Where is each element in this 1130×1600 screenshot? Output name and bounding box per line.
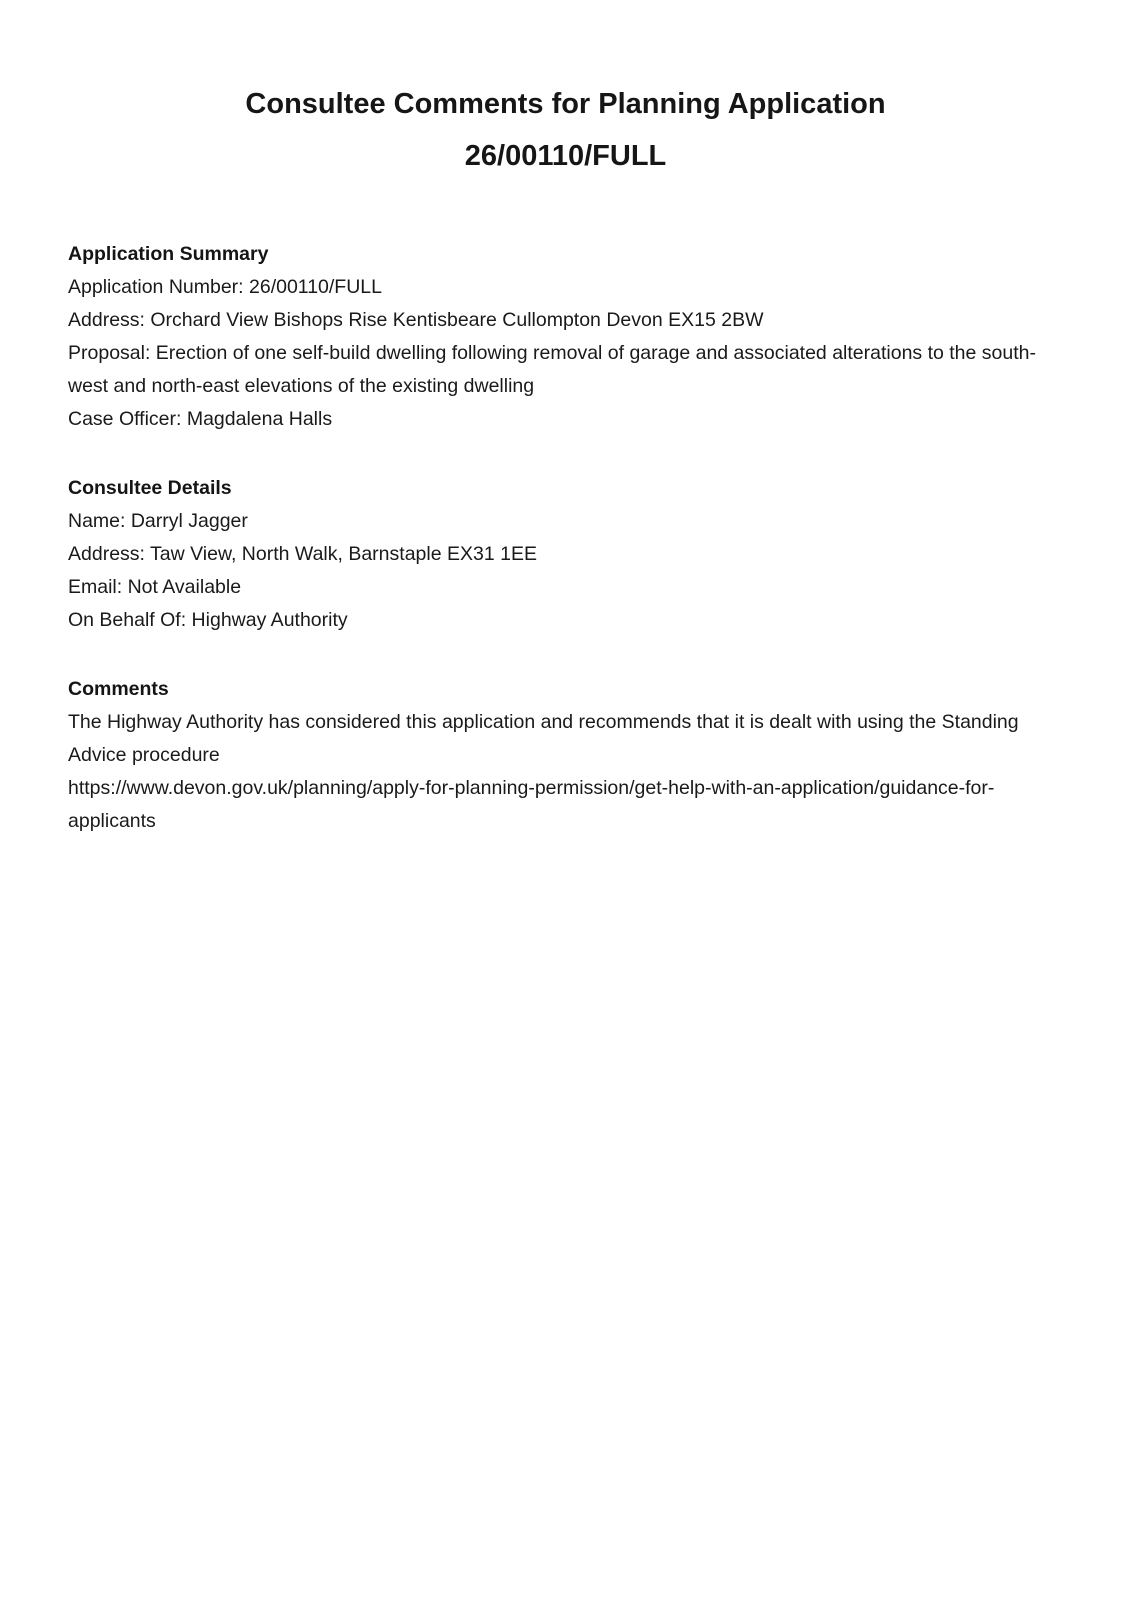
consultee-email-line: Email: Not Available [68, 576, 242, 598]
document-title-line-1: Consultee Comments for Planning Application [245, 88, 886, 120]
comments-heading: Comments [68, 678, 169, 700]
on-behalf-of-line: On Behalf Of: Highway Authority [68, 609, 348, 631]
application-proposal-line: Proposal: Erection of one self-build dwelling following removal of garage and associated alterations to the south-west and north-east elevations of the existing dwelling [68, 342, 1036, 397]
consultee-details-heading: Consultee Details [68, 477, 232, 499]
document-title [68, 78, 1063, 182]
section-consultee-details [68, 472, 1063, 637]
case-officer-line: Case Officer: Magdalena Halls [68, 408, 333, 430]
application-address-line: Address: Orchard View Bishops Rise Kentisbeare Cullompton Devon EX15 2BW [68, 309, 764, 331]
consultee-address-line: Address: Taw View, North Walk, Barnstaple EX31 1EE [68, 543, 537, 565]
section-comments [68, 673, 1063, 838]
comment-url: https://www.devon.gov.uk/planning/apply-for-planning-permission/get-help-with-an-application/guidance-for-applicants [68, 777, 995, 832]
application-summary-heading: Application Summary [68, 243, 269, 265]
comment-text: The Highway Authority has considered this application and recommends that it is dealt with using the Standing Advice procedure [68, 711, 1019, 766]
document-title-line-2: 26/00110/FULL [464, 140, 667, 172]
consultee-name-line: Name: Darryl Jagger [68, 510, 248, 532]
section-application-summary [68, 238, 1063, 436]
application-number-line: Application Number: 26/00110/FULL [68, 276, 382, 298]
